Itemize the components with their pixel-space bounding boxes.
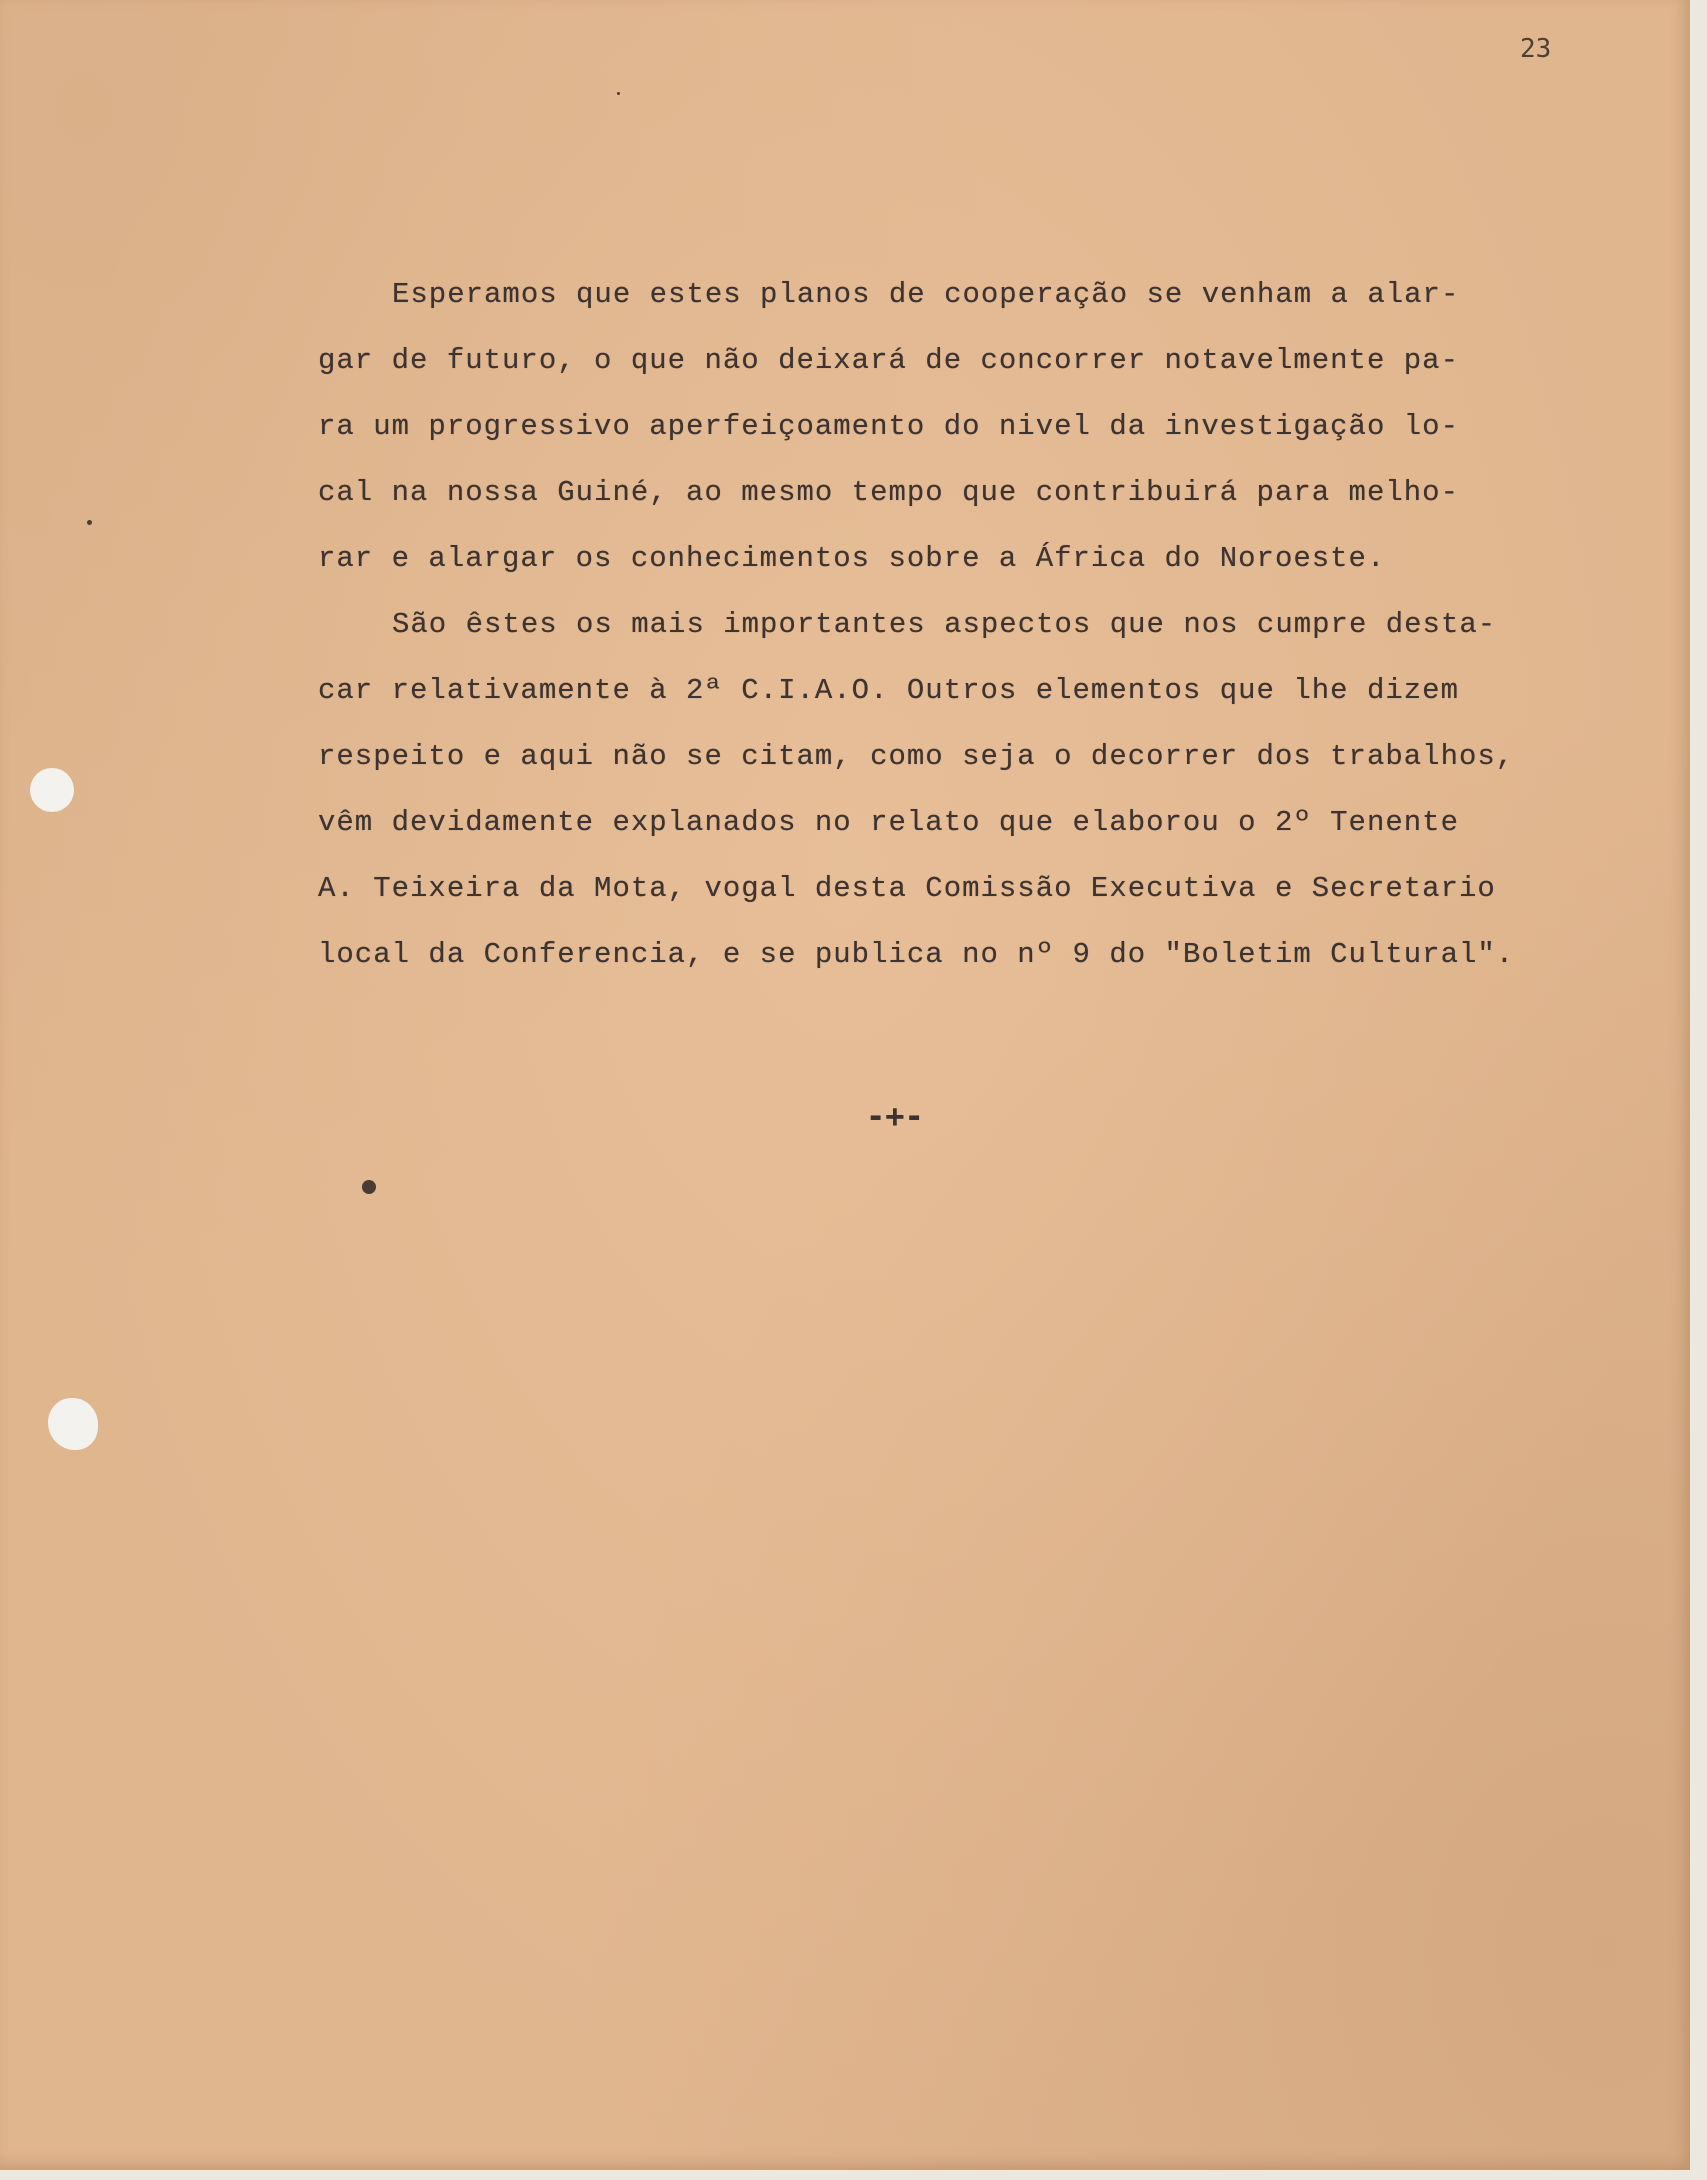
text-line: local da Conferencia, e se publica no nº 9 do "Boletim Cultural".: [318, 938, 1515, 971]
section-separator: -+-: [866, 1097, 924, 1135]
ink-speck: [362, 1180, 376, 1194]
scan-background-right: [1690, 0, 1707, 2180]
paragraph-2: [318, 592, 1638, 988]
text-line: ra um progressivo aperfeiçoamento do nivel da investigação lo-: [318, 410, 1459, 443]
punch-hole: [30, 768, 74, 812]
ink-speck: [617, 92, 620, 95]
text-line: vêm devidamente explanados no relato que elaborou o 2º Tenente: [318, 806, 1459, 839]
text-line: car relativamente à 2ª C.I.A.O. Outros elementos que lhe dizem: [318, 674, 1459, 707]
paragraph-1: [318, 262, 1638, 592]
text-line: rar e alargar os conhecimentos sobre a África do Noroeste.: [318, 542, 1386, 575]
page-number: 23: [1520, 34, 1552, 64]
punch-hole: [48, 1398, 98, 1450]
ink-speck: [87, 520, 92, 525]
text-line: Esperamos que estes planos de cooperação se venham a alar-: [392, 278, 1460, 311]
scan-background-bottom: [0, 2170, 1707, 2180]
text-line: gar de futuro, o que não deixará de concorrer notavelmente pa-: [318, 344, 1459, 377]
text-line: A. Teixeira da Mota, vogal desta Comissão Executiva e Secretario: [318, 872, 1496, 905]
document-body: [318, 262, 1638, 988]
text-line: respeito e aqui não se citam, como seja o decorrer dos trabalhos,: [318, 740, 1515, 773]
text-line: São êstes os mais importantes aspectos que nos cumpre desta-: [392, 608, 1497, 641]
text-line: cal na nossa Guiné, ao mesmo tempo que contribuirá para melho-: [318, 476, 1459, 509]
